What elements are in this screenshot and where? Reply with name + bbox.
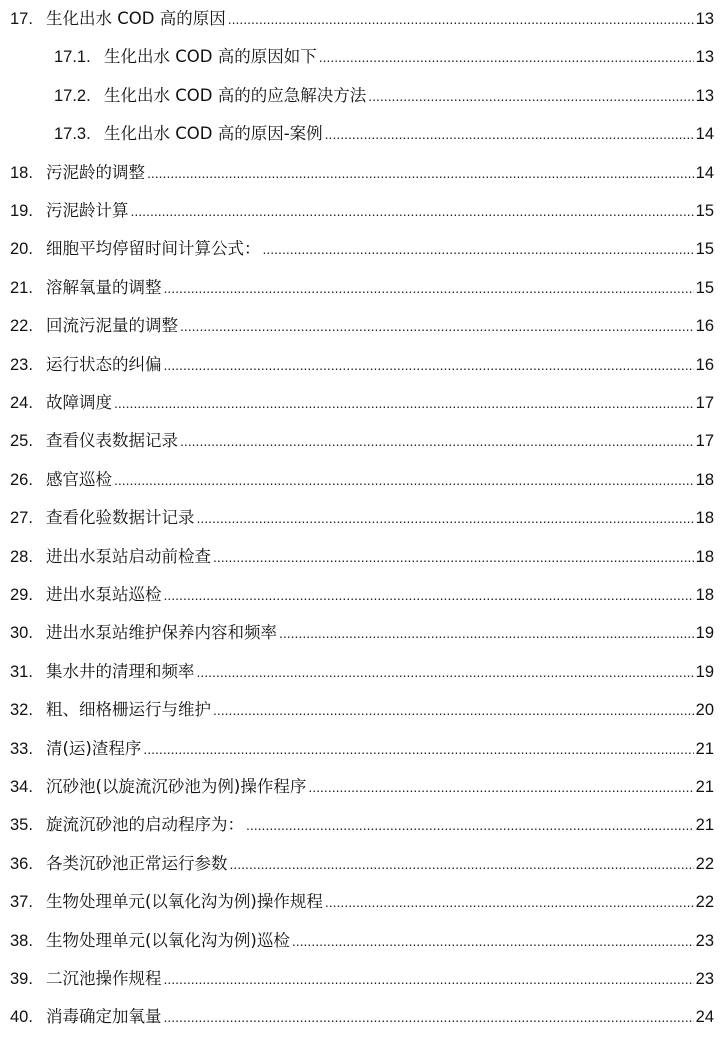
toc-entry-title: 清(运)渣程序 xyxy=(46,738,142,758)
toc-entry[interactable] xyxy=(0,390,726,416)
dot-leader xyxy=(114,390,694,416)
dot-leader xyxy=(228,6,694,32)
toc-entry-page-number: 16 xyxy=(695,317,714,336)
toc-entry-page-number: 13 xyxy=(695,48,714,67)
toc-entry-number: 37. xyxy=(10,893,33,912)
toc-entry-number: 17.2. xyxy=(54,86,91,105)
toc-entry-page-number: 24 xyxy=(695,1008,714,1027)
toc-entry-title: 各类沉砂池正常运行参数 xyxy=(46,853,228,873)
dot-leader xyxy=(263,236,694,262)
dot-leader xyxy=(368,83,693,109)
toc-entry-number: 24. xyxy=(10,394,33,412)
toc-entry-title: 生化出水 COD 高的原因-案例 xyxy=(104,124,323,144)
toc-entry-title: 进出水泵站启动前检查 xyxy=(46,546,211,566)
toc-entry-title: 感官巡检 xyxy=(46,469,112,489)
toc-entry-page-number: 22 xyxy=(695,893,714,912)
toc-entry-page-number: 14 xyxy=(695,125,714,144)
toc-entry-number: 17. xyxy=(10,10,33,28)
toc-entry-title: 集水井的清理和频率 xyxy=(46,661,195,681)
toc-subentry[interactable] xyxy=(0,121,726,147)
toc-entry-number: 31. xyxy=(10,662,33,681)
toc-entry-number: 17.1. xyxy=(54,48,91,67)
toc-entry-page-number: 17 xyxy=(695,394,714,412)
toc-entry-number: 40. xyxy=(10,1008,33,1027)
toc-entry-page-number: 19 xyxy=(695,624,714,643)
toc-entry-number: 18. xyxy=(10,163,33,182)
toc-entry[interactable] xyxy=(0,160,726,186)
toc-entry-title: 生物处理单元(以氧化沟为例)巡检 xyxy=(46,930,290,950)
dot-leader xyxy=(131,198,694,224)
dot-leader xyxy=(180,313,694,339)
toc-subentry[interactable] xyxy=(0,83,726,109)
toc-entry[interactable] xyxy=(0,812,726,838)
dot-leader xyxy=(230,851,694,877)
toc-entry-page-number: 15 xyxy=(695,202,714,220)
toc-entry-title: 沉砂池(以旋流沉砂池为例)操作程序 xyxy=(46,777,307,796)
dot-leader xyxy=(114,467,694,493)
toc-entry-title: 旋流沉砂池的启动程序为： xyxy=(46,815,244,835)
toc-entry-page-number: 22 xyxy=(695,854,714,873)
toc-entry[interactable] xyxy=(0,620,726,646)
toc-entry[interactable] xyxy=(0,467,726,493)
toc-entry-number: 19. xyxy=(10,202,33,220)
toc-entry-page-number: 21 xyxy=(695,778,714,796)
toc-entry-page-number: 23 xyxy=(695,970,714,988)
toc-entry-title: 细胞平均停留时间计算公式： xyxy=(46,239,261,259)
toc-entry-page-number: 20 xyxy=(695,701,714,720)
toc-entry[interactable] xyxy=(0,736,726,762)
toc-entry-page-number: 15 xyxy=(695,240,714,259)
toc-entry-page-number: 19 xyxy=(695,662,714,681)
toc-entry-title: 进出水泵站维护保养内容和频率 xyxy=(46,623,277,643)
dot-leader xyxy=(213,697,694,723)
dot-leader xyxy=(292,928,694,954)
dot-leader xyxy=(246,812,694,838)
toc-entry[interactable] xyxy=(0,6,726,32)
toc-entry[interactable] xyxy=(0,352,726,378)
toc-entry[interactable] xyxy=(0,966,726,992)
toc-entry[interactable] xyxy=(0,428,726,454)
toc-entry-page-number: 17 xyxy=(695,432,714,451)
toc-entry-page-number: 14 xyxy=(695,163,714,182)
toc-entry-number: 29. xyxy=(10,586,33,604)
toc-entry-title: 回流污泥量的调整 xyxy=(46,316,178,336)
toc-entry-page-number: 21 xyxy=(695,816,714,835)
toc-entry[interactable] xyxy=(0,313,726,339)
toc-entry-title: 运行状态的纠偏 xyxy=(46,354,162,374)
toc-entry-title: 溶解氧量的调整 xyxy=(46,277,162,297)
toc-entry-page-number: 13 xyxy=(695,10,714,28)
toc-entry-title: 二沉池操作规程 xyxy=(46,969,162,988)
toc-entry[interactable] xyxy=(0,582,726,608)
dot-leader xyxy=(143,736,693,762)
toc-entry[interactable] xyxy=(0,275,726,301)
toc-entry[interactable] xyxy=(0,505,726,531)
toc-entry[interactable] xyxy=(0,928,726,954)
toc-entry-number: 26. xyxy=(10,470,33,489)
toc-entry-page-number: 21 xyxy=(695,739,714,758)
toc-entry-number: 34. xyxy=(10,778,33,796)
toc-entry[interactable] xyxy=(0,774,726,800)
toc-entry-number: 28. xyxy=(10,547,33,566)
dot-leader xyxy=(325,889,694,915)
dot-leader xyxy=(164,582,694,608)
dot-leader xyxy=(319,44,694,70)
toc-entry-title: 查看仪表数据记录 xyxy=(46,431,178,451)
toc-entry-title: 生化出水 COD 高的的应急解决方法 xyxy=(104,85,367,105)
toc-entry-number: 21. xyxy=(10,278,33,297)
toc-entry-number: 33. xyxy=(10,739,33,758)
toc-entry-page-number: 13 xyxy=(695,86,714,105)
dot-leader xyxy=(164,966,694,992)
toc-entry-title: 生物处理单元(以氧化沟为例)操作规程 xyxy=(46,892,323,912)
toc-entry-page-number: 18 xyxy=(695,547,714,566)
toc-entry[interactable] xyxy=(0,697,726,723)
toc-entry-number: 17.3. xyxy=(54,125,91,144)
toc-entry-number: 39. xyxy=(10,970,33,988)
dot-leader xyxy=(325,121,694,147)
toc-entry-number: 20. xyxy=(10,240,33,259)
toc-entry[interactable] xyxy=(0,889,726,915)
dot-leader xyxy=(164,1004,694,1030)
toc-entry-number: 23. xyxy=(10,355,33,374)
toc-entry-title: 污泥龄的调整 xyxy=(46,162,145,182)
dot-leader xyxy=(147,160,694,186)
dot-leader xyxy=(164,275,694,301)
dot-leader xyxy=(279,620,694,646)
toc-entry-title: 消毒确定加氧量 xyxy=(46,1007,162,1027)
toc-entry-title: 粗、细格栅运行与维护 xyxy=(46,700,211,720)
dot-leader xyxy=(308,774,693,800)
toc-entry-title: 查看化验数据计记录 xyxy=(46,508,195,528)
toc-entry-title: 进出水泵站巡检 xyxy=(46,585,162,604)
toc-entry-page-number: 16 xyxy=(695,355,714,374)
toc-entry-number: 32. xyxy=(10,701,33,720)
dot-leader xyxy=(197,659,694,685)
toc-entry-page-number: 18 xyxy=(695,470,714,489)
toc-entry-number: 25. xyxy=(10,432,33,451)
toc-entry[interactable] xyxy=(0,544,726,570)
toc-entry-number: 36. xyxy=(10,854,33,873)
toc-entry-page-number: 15 xyxy=(695,278,714,297)
toc-entry-page-number: 23 xyxy=(695,931,714,950)
toc-entry-number: 35. xyxy=(10,816,33,835)
toc-entry-number: 38. xyxy=(10,931,33,950)
toc-entry[interactable] xyxy=(0,851,726,877)
toc-entry[interactable] xyxy=(0,1004,726,1030)
dot-leader xyxy=(197,505,694,531)
toc-entry-page-number: 18 xyxy=(695,509,714,528)
toc-entry-number: 22. xyxy=(10,317,33,336)
toc-subentry[interactable] xyxy=(0,44,726,70)
toc-entry-number: 30. xyxy=(10,624,33,643)
toc-entry-page-number: 18 xyxy=(695,586,714,604)
toc-entry-title: 生化出水 COD 高的原因如下 xyxy=(104,47,317,67)
toc-entry[interactable] xyxy=(0,236,726,262)
toc-entry-title: 污泥龄计算 xyxy=(46,201,129,220)
dot-leader xyxy=(213,544,694,570)
dot-leader xyxy=(164,352,694,378)
toc-entry[interactable] xyxy=(0,659,726,685)
toc-entry-title: 故障调度 xyxy=(46,393,112,412)
toc-entry-title: 生化出水 COD 高的原因 xyxy=(46,9,226,28)
toc-entry-number: 27. xyxy=(10,509,33,528)
dot-leader xyxy=(180,428,694,454)
toc-entry[interactable] xyxy=(0,198,726,224)
